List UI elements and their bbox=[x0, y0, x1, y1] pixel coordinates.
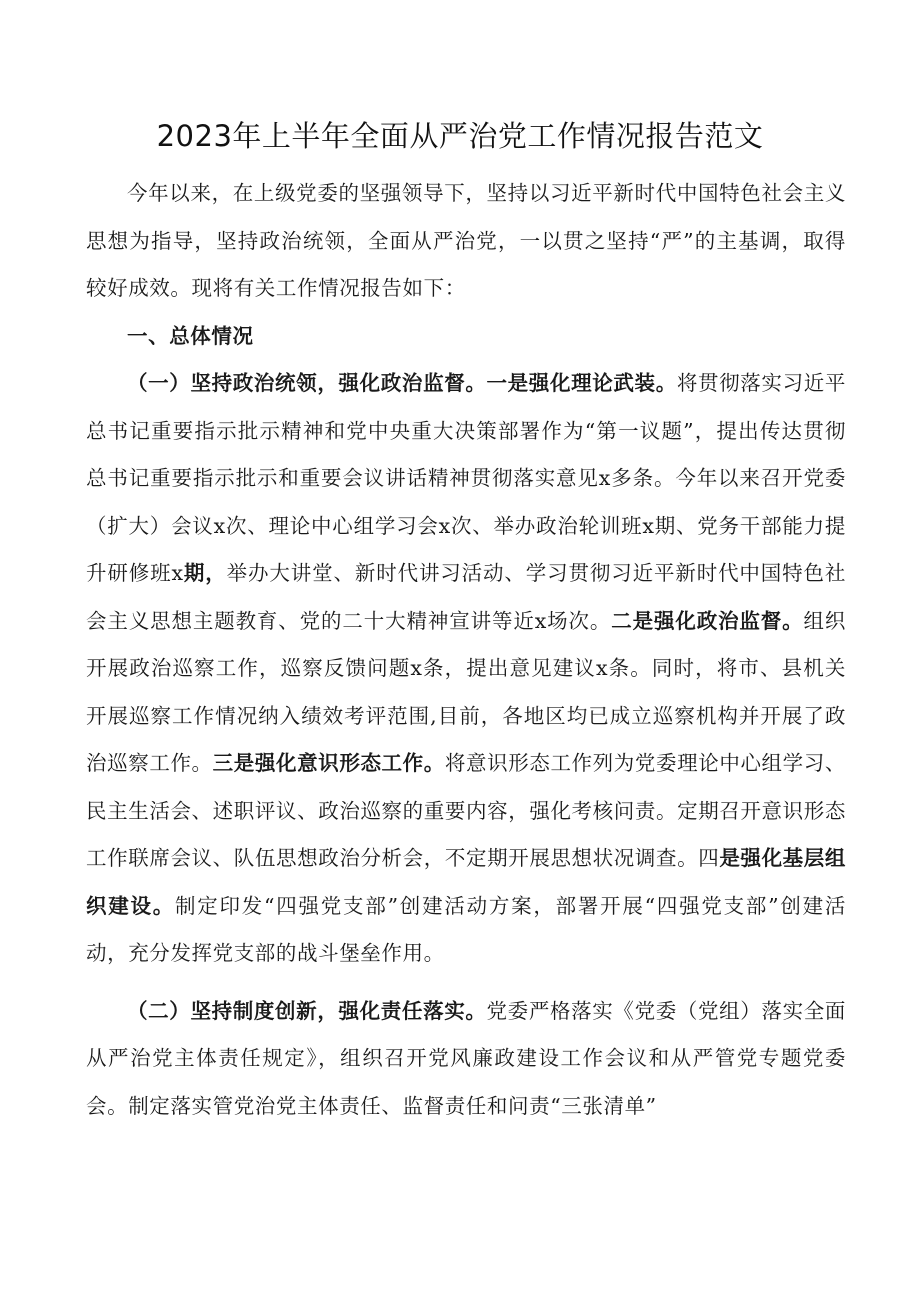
document-title: 2023年上半年全面从严治党工作情况报告范文 bbox=[156, 119, 764, 153]
paragraph-text: 制定印发“四强党支部”创建活动方案，部署开展“四强党支部”创建活动，充分发挥党支部的战斗堡垒作用。 bbox=[86, 893, 846, 965]
section-heading-overall: 一、总体情况 bbox=[127, 323, 254, 348]
paragraph-political-leadership bbox=[86, 360, 846, 978]
paragraph-system-innovation bbox=[86, 988, 846, 1131]
paragraph-text: 举办大讲堂、新时代讲习活动、学习贯彻习近平新时代中国特色社会主义思想主题教育、党的二十大精神宣讲等近x场次。 bbox=[86, 561, 847, 633]
paragraph-text: 党委严格落实《党委（党组）落实全面从严治党主体责任规定》，组织召开党风廉政建设工作会议和从严管党专题党委会。制定落实管党治党主体责任、监督责任和问责“三张清单” bbox=[86, 998, 847, 1118]
document-body bbox=[86, 170, 846, 1130]
paragraph-text: 组织开展政治巡察工作，巡察反馈问题x条，提出意见建议x条。同时，将市、县机关开展巡察工作情况纳入绩效考评范围,目前，各地区均已成立巡察机构并开展了政治巡察工作。 bbox=[86, 608, 847, 775]
paragraph-text: 将贯彻落实习近平总书记重要指示批示精神和党中央重大决策部署作为“第一议题”，提出传达贯彻总书记重要指示批示和重要会议讲话精神贯彻落实意见x多条。今年以来召开党委（扩大）会议x次、理论中心组学习会x次、举办政治轮训班x期、党务干部能力提升研修班x bbox=[86, 371, 846, 585]
paragraph-lead-heading: （二）坚持制度创新，强化责任落实。 bbox=[127, 998, 487, 1023]
bold-text: 期， bbox=[183, 561, 227, 585]
paragraph-lead-heading: （一）坚持政治统领，强化政治监督。一是强化理论武装。 bbox=[127, 371, 677, 395]
subheading-political-supervision: 二是强化政治监督。 bbox=[611, 608, 804, 633]
subheading-ideology-work: 三是强化意识形态工作。 bbox=[212, 751, 445, 775]
subheading-grassroots-organization: 是强化基层组织建设。 bbox=[86, 846, 846, 918]
intro-paragraph: 今年以来，在上级党委的坚强领导下，坚持以习近平新时代中国特色社会主义思想为指导，坚持政治统领，全面从严治党，一以贯之坚持“严”的主基调，取得较好成效。现将有关工作情况报告如下： bbox=[86, 181, 846, 300]
paragraph-text: 将意识形态工作列为党委理论中心组学习、民主生活会、述职评议、政治巡察的重要内容，强化考核问责。定期召开意识形态工作联席会议、队伍思想政治分析会，不定期开展思想状况调查。四 bbox=[86, 751, 846, 870]
